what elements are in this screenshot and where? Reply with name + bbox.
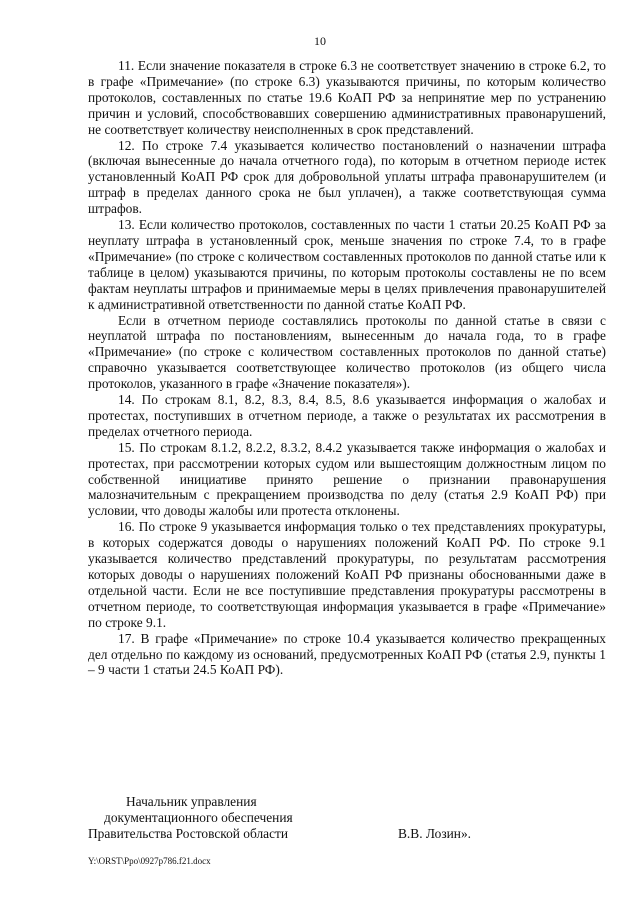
paragraph-11: 11. Если значение показателя в строке 6.3 не соответствует значению в строке 6.2, то в графе «Примечание» (по строке 6.3) указываются причины, по которым количество протоколов, составленных по статье 19.6 КоАП РФ за непринятие мер по устранению причин и условий, способствовавших совершению административных правонарушений, не соответствует количеству неисполненных в срок представлений. — [88, 58, 606, 137]
page-number: 10 — [314, 34, 326, 48]
signature-name: В.В. Лозин». — [398, 826, 472, 841]
paragraph-12: 12. По строке 7.4 указывается количество постановлений о назначении штрафа (включая вынесенные до начала отчетного года), по которым в отчетном периоде истек установленный КоАП РФ срок для добровольной уплаты штрафа правонарушителем (и штраф в пределах данного срока не был уплачен), а также соответствующая сумма штрафов. — [88, 137, 606, 217]
paragraph-15: 15. По строкам 8.1.2, 8.2.2, 8.3.2, 8.4.2 указывается также информация о жалобах и протестах, при рассмотрении которых судом или вышестоящим должностным лицом по собственной инициативе принято решение о признании правонарушения малозначительным с прекращением производства по делу (статья 2.9 КоАП РФ) при условии, что доводы жалобы или протеста отклонены. — [88, 439, 606, 519]
signature-title-line2: документационного обеспечения — [104, 810, 293, 825]
document-body — [88, 58, 606, 678]
paragraph-16: 16. По строке 9 указывается информация только о тех представлениях прокуратуры, в которых содержатся доводы о нарушениях положений КоАП РФ. По строке 9.1 указывается количество представлений прокуратуры, по результатам рассмотрения которых доводы о нарушениях положений КоАП РФ признаны обоснованными даже в отдельной части. Если не все поступившие представления прокуратуры рассмотрены в отчетном периоде, то соответствующая информация указывается в графе «Примечание» по строке 9.1. — [88, 519, 606, 630]
paragraph-13-continued: Если в отчетном периоде составлялись протоколы по данной статье в связи с неуплатой штрафа по постановлениям, вынесенным до начала года, то в графе «Примечание» (по строке с количеством составленных протоколов по данной статье) справочно указывается соответствующее количество протоколов (из общего числа протоколов, указанного в графе «Значение показателя»). — [88, 312, 606, 392]
paragraph-17: 17. В графе «Примечание» по строке 10.4 указывается количество прекращенных дел отдельно по каждому из оснований, предусмотренных КоАП РФ (статья 2.9, пункты 1 – 9 части 1 статьи 24.5 КоАП РФ). — [88, 630, 606, 678]
paragraph-14: 14. По строкам 8.1, 8.2, 8.3, 8.4, 8.5, 8.6 указывается информация о жалобах и протестах, поступивших в отчетном периоде, а также о результатах их рассмотрения в пределах отчетного периода. — [88, 392, 606, 439]
file-path: Y:\ORST\Ppo\0927p786.f21.docx — [88, 856, 211, 866]
signature-title-line3: Правительства Ростовской области — [88, 826, 289, 841]
signature-title-line1: Начальник управления — [126, 794, 257, 809]
paragraph-13: 13. Если количество протоколов, составленных по части 1 статьи 20.25 КоАП РФ за неуплату штрафа в установленный срок, меньше значения по строке 7.4, то в графе «Примечание» (по строке с количеством составленных протоколов по данной статье или к таблице в целом) указываются причины, по которым протоколы составлены не по всем фактам неуплаты штрафов и принимаемые меры в целях привлечения правонарушителей к административной ответственности по данной статье КоАП РФ. — [88, 217, 606, 312]
